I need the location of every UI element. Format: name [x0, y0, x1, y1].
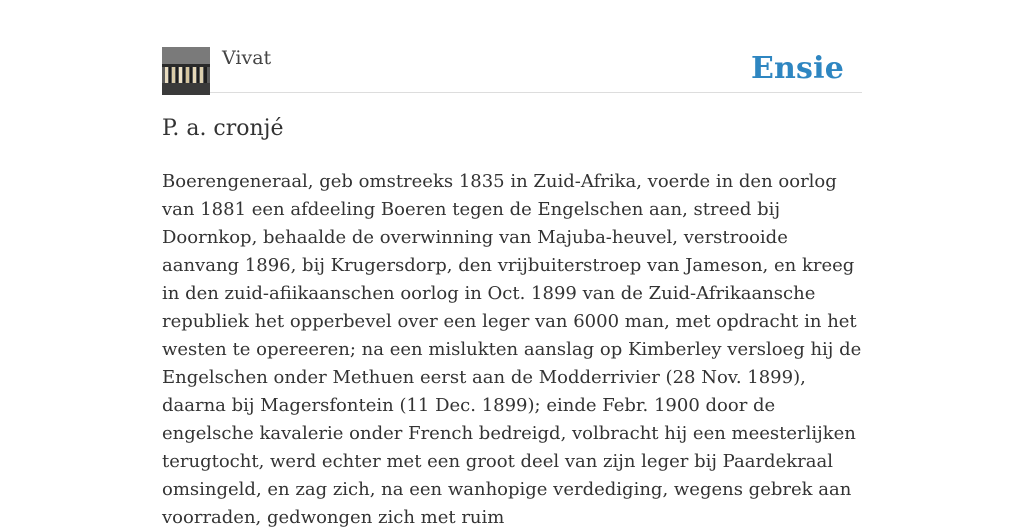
entry-title: P. a. cronjé: [162, 116, 284, 141]
source-name[interactable]: Vivat: [222, 47, 272, 69]
source-avatar[interactable]: [162, 47, 210, 95]
brand-logo[interactable]: Ensie: [750, 51, 844, 86]
entry-body: Boerengeneraal, geb omstreeks 1835 in Zuid-Afrika, voerde in den oorlog van 1881 een afdeeling Boeren tegen de Engelschen aan, streed bij Doornkop, behaalde de overwinning van Majuba-heuvel, verstrooide aanvang 1896, bij Krugersdorp, den vrijbuiterstroep van Jameson, en kreeg in den zuid-afiikaanschen oorlog in Oct. 1899 van de Zuid-Afrikaansche republiek het opperbevel over een leger van 6000 man, met opdracht in het westen te opereeren; na een mislukten aanslag op Kimberley versloeg hij de Engelschen onder Methuen eerst aan de Modderrivier (28 Nov. 1899), daarna bij Magersfontein (11 Dec. 1899); einde Febr. 1900 door de engelsche kavalerie onder French bedreigd, volbracht hij een meesterlijken terugtocht, werd echter met een groot deel van zijn leger bij Paardekraal omsingeld, en zag zich, na een wanhopige verdediging, wegens gebrek aan voorraden, gedwongen zich met ruim: [162, 171, 862, 528]
book-spines-icon: [162, 47, 210, 95]
entry-header: [162, 46, 862, 93]
